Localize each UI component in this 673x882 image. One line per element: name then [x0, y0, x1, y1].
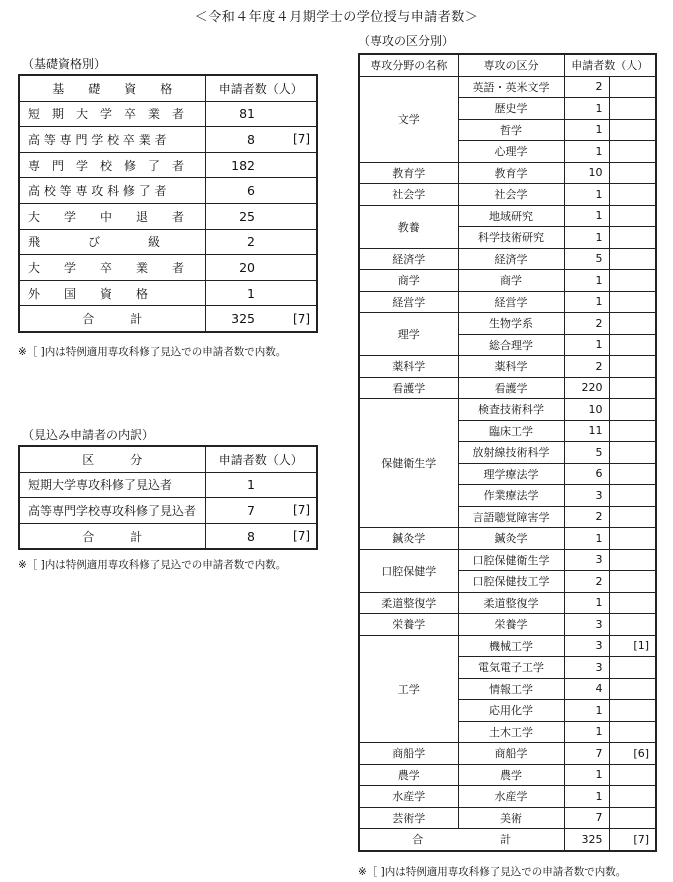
row-note [261, 203, 317, 229]
field-name: 口腔保健学 [359, 549, 458, 592]
expect-section-label: （見込み申請者の内訳） [22, 428, 155, 442]
area-note [609, 786, 656, 808]
area-name: 口腔保健衛生学 [458, 549, 564, 571]
area-count: 2 [564, 356, 609, 378]
area-count: 6 [564, 463, 609, 485]
total-count: 325 [205, 306, 261, 332]
row-count: 8 [205, 127, 261, 153]
row-label: 大 学 中 退 者 [19, 203, 205, 229]
field-name: 薬科学 [359, 356, 458, 378]
major-row [359, 743, 656, 765]
area-name: 放射線技術科学 [458, 442, 564, 464]
area-name: 口腔保健技工学 [458, 571, 564, 593]
area-count: 2 [564, 76, 609, 98]
expect-footnote: ※［ ]内は特例適用専攻科修了見込での申請者数で内数。 [18, 559, 287, 571]
area-name: 鍼灸学 [458, 528, 564, 550]
total-note: [7] [261, 523, 317, 549]
area-note [609, 764, 656, 786]
area-name: 情報工学 [458, 678, 564, 700]
row-note: [7] [261, 127, 317, 153]
area-count: 7 [564, 807, 609, 829]
row-label: 外 国 資 格 [19, 280, 205, 306]
basic-row [19, 127, 317, 153]
area-name: 商学 [458, 270, 564, 292]
area-count: 1 [564, 334, 609, 356]
area-count: 1 [564, 764, 609, 786]
expect-row [19, 472, 317, 498]
area-name: 地域研究 [458, 205, 564, 227]
row-label: 高 校 等 専 攻 科 修 了 者 [19, 178, 205, 204]
major-row [359, 248, 656, 270]
header-count: 申請者数（人） [205, 446, 317, 472]
major-row [359, 76, 656, 98]
area-count: 3 [564, 657, 609, 679]
area-count: 1 [564, 227, 609, 249]
area-name: 看護学 [458, 377, 564, 399]
area-name: 総合理学 [458, 334, 564, 356]
area-note [609, 377, 656, 399]
area-note [609, 420, 656, 442]
area-name: 柔道整復学 [458, 592, 564, 614]
basic-header-row [19, 75, 317, 101]
area-count: 1 [564, 141, 609, 163]
basic-total-row [19, 306, 317, 332]
area-name: 科学技術研究 [458, 227, 564, 249]
row-count: 25 [205, 203, 261, 229]
total-note: [7] [609, 829, 656, 851]
area-name: 経済学 [458, 248, 564, 270]
area-count: 1 [564, 270, 609, 292]
major-row [359, 162, 656, 184]
row-label: 飛 び 級 [19, 229, 205, 255]
major-row [359, 786, 656, 808]
basic-row [19, 280, 317, 306]
area-name: 臨床工学 [458, 420, 564, 442]
row-note [261, 101, 317, 127]
major-row [359, 356, 656, 378]
row-note [261, 152, 317, 178]
basic-qualification-table [18, 74, 318, 333]
total-label: 合 計 [19, 523, 205, 549]
area-count: 7 [564, 743, 609, 765]
area-count: 11 [564, 420, 609, 442]
area-note [609, 313, 656, 335]
area-note [609, 721, 656, 743]
area-count: 3 [564, 549, 609, 571]
header-qualification: 基 礎 資 格 [19, 75, 205, 101]
field-name: 文学 [359, 76, 458, 162]
area-note [609, 678, 656, 700]
area-note [609, 592, 656, 614]
area-name: 農学 [458, 764, 564, 786]
area-name: 生物学系 [458, 313, 564, 335]
area-note [609, 506, 656, 528]
major-row [359, 592, 656, 614]
field-name: 商船学 [359, 743, 458, 765]
basic-row [19, 203, 317, 229]
area-name: 栄養学 [458, 614, 564, 636]
area-note [609, 528, 656, 550]
area-note [609, 205, 656, 227]
field-name: 鍼灸学 [359, 528, 458, 550]
page-title: ＜令和４年度４月期学士の学位授与申請者数＞ [194, 10, 479, 25]
major-row [359, 270, 656, 292]
major-row [359, 399, 656, 421]
area-count: 220 [564, 377, 609, 399]
area-name: 社会学 [458, 184, 564, 206]
row-note [261, 229, 317, 255]
major-row [359, 313, 656, 335]
basic-row [19, 255, 317, 281]
area-count: 1 [564, 98, 609, 120]
area-name: 言語聴覚障害学 [458, 506, 564, 528]
area-note [609, 571, 656, 593]
major-row [359, 635, 656, 657]
area-count: 2 [564, 571, 609, 593]
area-name: 商船学 [458, 743, 564, 765]
area-count: 1 [564, 291, 609, 313]
expected-applicants-table [18, 445, 318, 550]
area-count: 1 [564, 721, 609, 743]
area-count: 1 [564, 700, 609, 722]
field-name: 経済学 [359, 248, 458, 270]
field-name: 経営学 [359, 291, 458, 313]
area-note [609, 184, 656, 206]
expect-row [19, 498, 317, 524]
row-note [261, 255, 317, 281]
field-name: 社会学 [359, 184, 458, 206]
row-count: 1 [205, 280, 261, 306]
area-count: 10 [564, 162, 609, 184]
major-row [359, 184, 656, 206]
area-note: [1] [609, 635, 656, 657]
area-note [609, 227, 656, 249]
basic-row [19, 178, 317, 204]
major-total-row [359, 829, 656, 851]
major-header-row [359, 54, 656, 76]
field-name: 商学 [359, 270, 458, 292]
area-count: 10 [564, 399, 609, 421]
row-label: 高等専門学校専攻科修了見込者 [19, 498, 205, 524]
field-name: 理学 [359, 313, 458, 356]
row-note [261, 280, 317, 306]
row-label: 短 期 大 学 卒 業 者 [19, 101, 205, 127]
field-name: 看護学 [359, 377, 458, 399]
area-count: 2 [564, 313, 609, 335]
area-count: 5 [564, 248, 609, 270]
field-name: 教育学 [359, 162, 458, 184]
row-label: 専 門 学 校 修 了 者 [19, 152, 205, 178]
field-name: 農学 [359, 764, 458, 786]
area-note [609, 76, 656, 98]
area-note [609, 700, 656, 722]
area-name: 心理学 [458, 141, 564, 163]
area-count: 3 [564, 635, 609, 657]
expect-total-row [19, 523, 317, 549]
area-name: 英語・英米文学 [458, 76, 564, 98]
area-note [609, 334, 656, 356]
row-note [261, 178, 317, 204]
major-row [359, 205, 656, 227]
total-count: 325 [564, 829, 609, 851]
header-count: 申請者数（人） [564, 54, 656, 76]
area-name: 電気電子工学 [458, 657, 564, 679]
area-count: 1 [564, 184, 609, 206]
field-name: 保健衛生学 [359, 399, 458, 528]
field-name: 栄養学 [359, 614, 458, 636]
area-note [609, 549, 656, 571]
area-note [609, 141, 656, 163]
expect-header-row [19, 446, 317, 472]
area-note [609, 442, 656, 464]
area-name: 歴史学 [458, 98, 564, 120]
row-label: 短期大学専攻科修了見込者 [19, 472, 205, 498]
field-name: 工学 [359, 635, 458, 743]
area-count: 1 [564, 592, 609, 614]
basic-footnote: ※［ ]内は特例適用専攻科修了見込での申請者数で内数。 [18, 346, 287, 358]
area-note [609, 614, 656, 636]
field-name: 柔道整復学 [359, 592, 458, 614]
area-name: 教育学 [458, 162, 564, 184]
total-label: 合 計 [359, 829, 564, 851]
major-row [359, 549, 656, 571]
area-note [609, 291, 656, 313]
total-note: [7] [261, 306, 317, 332]
area-count: 1 [564, 205, 609, 227]
area-name: 応用化学 [458, 700, 564, 722]
area-count: 1 [564, 119, 609, 141]
area-name: 作業療法学 [458, 485, 564, 507]
area-count: 3 [564, 485, 609, 507]
row-note [261, 472, 317, 498]
area-name: 薬科学 [458, 356, 564, 378]
major-footnote: ※［ ]内は特例適用専攻科修了見込での申請者数で内数。 [358, 866, 627, 878]
area-note [609, 356, 656, 378]
area-note: [6] [609, 743, 656, 765]
area-note [609, 119, 656, 141]
area-count: 1 [564, 786, 609, 808]
header-area: 専攻の区分 [458, 54, 564, 76]
field-name: 教養 [359, 205, 458, 248]
area-name: 理学療法学 [458, 463, 564, 485]
area-note [609, 162, 656, 184]
row-count: 7 [205, 498, 261, 524]
field-name: 水産学 [359, 786, 458, 808]
area-count: 1 [564, 528, 609, 550]
area-name: 水産学 [458, 786, 564, 808]
major-row [359, 764, 656, 786]
major-row [359, 291, 656, 313]
row-note: [7] [261, 498, 317, 524]
area-name: 美術 [458, 807, 564, 829]
area-count: 4 [564, 678, 609, 700]
total-label: 合 計 [19, 306, 205, 332]
major-row [359, 377, 656, 399]
area-count: 3 [564, 614, 609, 636]
major-category-table [358, 53, 657, 852]
area-name: 機械工学 [458, 635, 564, 657]
row-count: 20 [205, 255, 261, 281]
area-count: 2 [564, 506, 609, 528]
area-note [609, 248, 656, 270]
major-section-label: （専攻の区分別） [358, 34, 455, 48]
major-row [359, 528, 656, 550]
row-count: 2 [205, 229, 261, 255]
header-count: 申請者数（人） [205, 75, 317, 101]
area-name: 土木工学 [458, 721, 564, 743]
row-count: 81 [205, 101, 261, 127]
row-label: 大 学 卒 業 者 [19, 255, 205, 281]
row-count: 182 [205, 152, 261, 178]
major-row [359, 614, 656, 636]
area-note [609, 807, 656, 829]
area-name: 検査技術科学 [458, 399, 564, 421]
total-count: 8 [205, 523, 261, 549]
major-row [359, 807, 656, 829]
area-name: 哲学 [458, 119, 564, 141]
row-count: 1 [205, 472, 261, 498]
header-qualification: 区 分 [19, 446, 205, 472]
basic-section-label: （基礎資格別） [22, 57, 107, 71]
area-note [609, 399, 656, 421]
area-note [609, 270, 656, 292]
basic-row [19, 229, 317, 255]
area-count: 5 [564, 442, 609, 464]
basic-row [19, 101, 317, 127]
area-note [609, 657, 656, 679]
area-note [609, 485, 656, 507]
area-note [609, 98, 656, 120]
header-field: 専攻分野の名称 [359, 54, 458, 76]
area-name: 経営学 [458, 291, 564, 313]
row-label: 高 等 専 門 学 校 卒 業 者 [19, 127, 205, 153]
basic-row [19, 152, 317, 178]
row-count: 6 [205, 178, 261, 204]
area-note [609, 463, 656, 485]
field-name: 芸術学 [359, 807, 458, 829]
